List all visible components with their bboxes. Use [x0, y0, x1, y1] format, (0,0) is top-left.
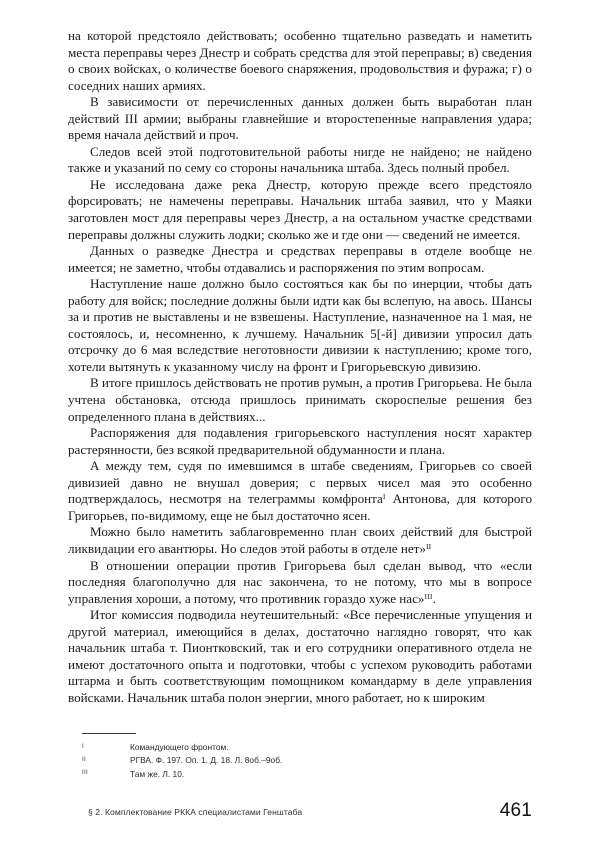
footnote-text: Там же. Л. 10.: [130, 768, 185, 779]
footnote-marker: II: [82, 755, 87, 763]
footnote-list: [68, 741, 398, 781]
page-number: 461: [499, 800, 532, 821]
paragraph: Данных о разведке Днестра и средствах переправы в отделе вообще не имеется; не заметно, чтобы отдавались и распоряжения по этим вопросам.: [68, 243, 532, 275]
paragraph: [68, 458, 532, 524]
footnote-reference-2[interactable]: II: [425, 541, 432, 551]
paragraph-text: Можно было наметить заблаговременно план своих действий для быстрой ликвидации его авантюры. Но следов этой работы в отделе нет»: [68, 524, 532, 556]
page-body: [68, 28, 532, 706]
footnote-separator-rule: [82, 733, 136, 734]
footnote-text: Командующего фронтом.: [130, 742, 229, 752]
footnote-marker: I: [82, 742, 85, 750]
paragraph: В зависимости от перечисленных данных должен быть выработан план действий III армии; выбраны главнейшие и второстепенные направления удара; время начала действий и проч.: [68, 94, 532, 143]
footnote-item: [68, 754, 398, 767]
paragraph-text: .: [432, 590, 436, 606]
paragraph: Наступление наше должно было состояться как бы по инерции, чтобы дать работу для войск; последние должны были идти как бы вслепую, на авось. Шансы за и против не выставлены и не взвешены. Наступление, назначенное на 1 мая, не состоялось, и, несомненно, к лучшему. Начальник 5[-й] дивизии упросил дать отсрочку до 6 мая вследствие неготовности дивизии к наступлению; кроме того, хотели вытянуть к указанному числу на фронт и Григорьевскую дивизию.: [68, 276, 532, 374]
footnote-reference-3[interactable]: III: [424, 591, 433, 601]
paragraph: В итоге пришлось действовать не против румын, а против Григорьева. Не была учтена обстановка, отсюда пришлось принимать скороспелые решения без определенного плана в действиях...: [68, 375, 532, 424]
paragraph: на которой предстояло действовать; особенно тщательно разведать и наметить места переправы через Днестр и собрать средства для этой переправы; в) сведения о своих войсках, о количестве боевого снаряжения, продовольствия и фуража; г) о соседних наших армиях.: [68, 28, 532, 93]
paragraph: [68, 558, 532, 608]
paragraph-text: В отношении операции против Григорьева был сделан вывод, что «если последняя благополучно для нас закончена, то не потому, что мы в вопросе управления хороши, а потому, что противник гораздо хуже нас»: [68, 557, 532, 606]
paragraph: Следов всей этой подготовительной работы нигде не найдено; не найдено также и указаний по сему со стороны начальника штаба. Здесь полный пробел.: [68, 143, 532, 176]
footnote-marker: III: [82, 769, 89, 777]
page-footer: [0, 800, 600, 834]
footnote-item: [68, 741, 398, 754]
footnotes-section: [68, 733, 398, 781]
running-footer-title: § 2. Комплектование РККА специалистами Генштаба: [88, 807, 303, 817]
footnote-reference-1[interactable]: I: [382, 492, 386, 502]
footnote-text: РГВА. Ф. 197. Оп. 1. Д. 18. Л. 8об.–9об.: [130, 755, 283, 766]
footnote-item: [68, 768, 398, 781]
paragraph: [68, 524, 532, 557]
paragraph: Итог комиссия подводила неутешительный: «Все перечисленные упущения и другой материал, имеющийся в делах, достаточно наглядно говорят, что как начальник штаба т. Пионтковский, так и его сотрудники оперативного отдела не имеют достаточного опыта и подготовки, чтобы с успехом руководить работами штарма и быть соответствующим помощником командарму в деле управления войсками. Начальник штаба полон энергии, много работает, но к широким: [68, 607, 532, 705]
paragraph-text: А между тем, судя по имевшимся в штабе сведениям, Григорьев со своей дивизией давно не внушал доверия; с первых чисел мая это особенно подтверждалось, несмотря на телеграммы комфронта: [68, 458, 532, 507]
paragraph: Не исследована даже река Днестр, которую прежде всего предстояло форсировать; не намечены переправы. Начальник штаба заявил, что у Маяки заготовлен мост для переправы через Днестр, а на остальном участке средствами переправы должны служить лодки; сколько же и где они — сведений не имеется.: [68, 176, 532, 242]
paragraph-text: Антонова, для которого Григорьев, по-видимому, еще не был достаточно ясен.: [68, 491, 532, 523]
paragraph: Распоряжения для подавления григорьевского наступления носят характер растерянности, без всякой предварительной обдуманности и плана.: [68, 425, 532, 457]
